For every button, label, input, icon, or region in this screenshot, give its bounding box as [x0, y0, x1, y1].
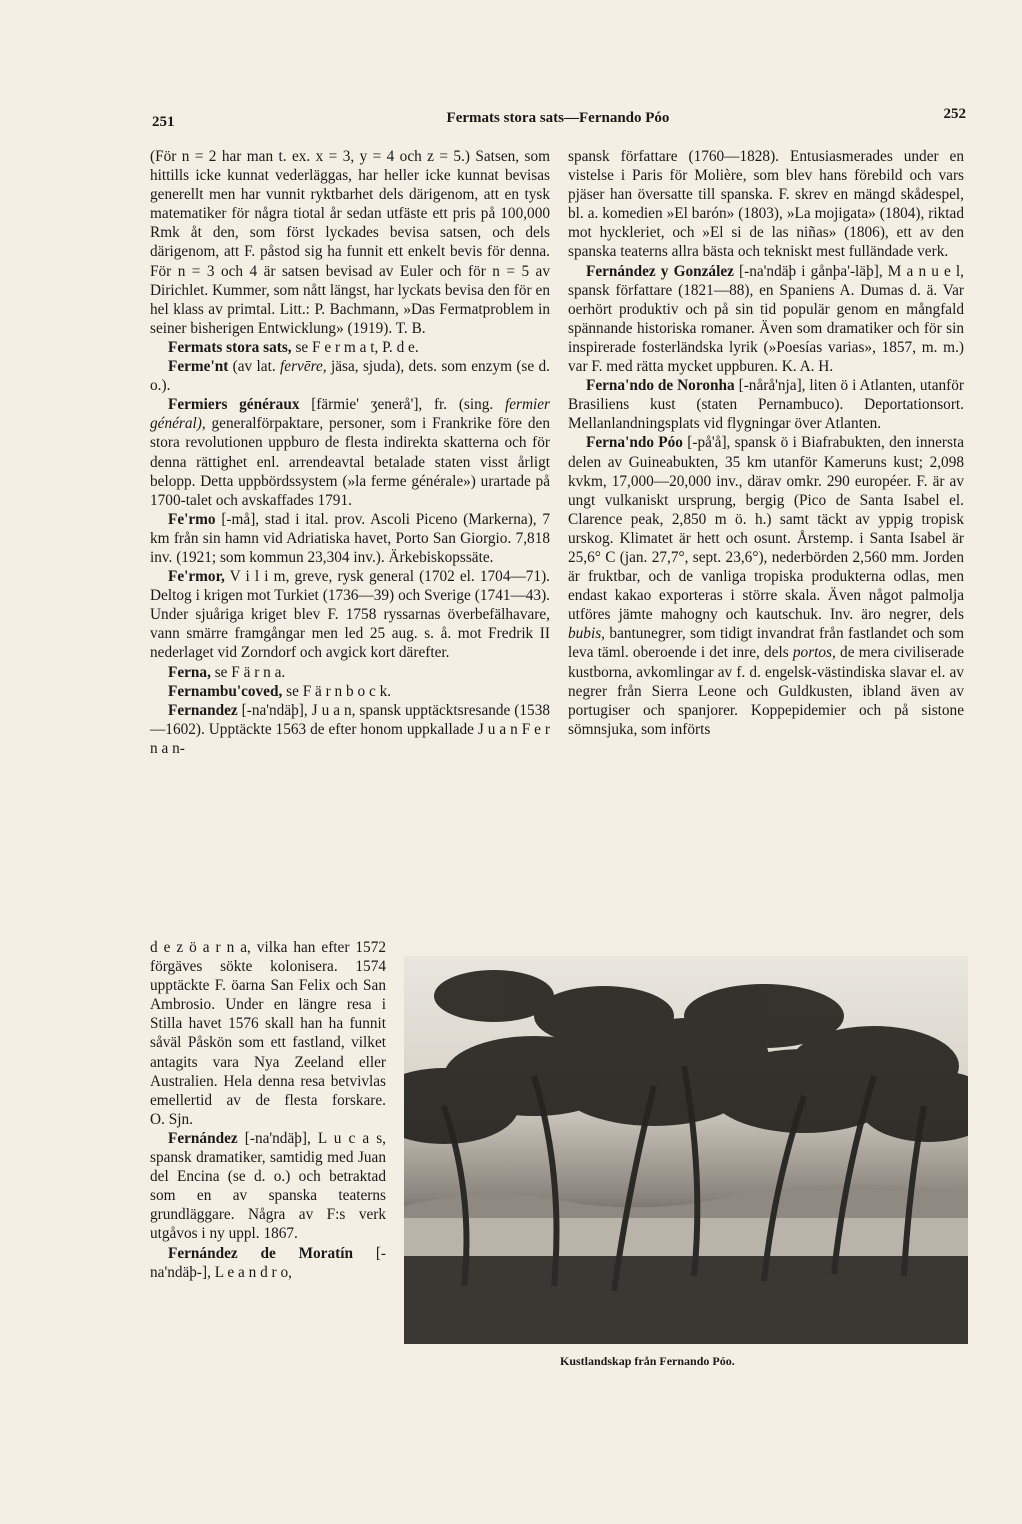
- page-number-right: 252: [943, 106, 966, 122]
- entry-fernandez-lucas: Fernández [-na'ndäþ], L u c a s, spansk dramatiker, samtidig med Juan del Encina (se d. o.) och betraktad som en av spanska teaterns grundläggare. Några av F:s verk utgåvos i ny uppl. 1867.: [150, 1129, 387, 1243]
- running-title: Fermats stora sats—Fernando Póo: [446, 110, 670, 126]
- water-band: [404, 1216, 968, 1256]
- palm-fronds: [404, 970, 968, 1144]
- entry-fermiers-generaux: Fermiers généraux [färmie' ʒenerå'], fr. (sing. fermier général), generalförpaktare, personer, som i Frankrike före den stora revolutionen uppburo de flesta indirekta skatterna och för denna rättighet enl. arrendeavtal betalade staten visst årligt belopp. Detta uppbördssystem (»la ferme générale») urartade på 1700-talet och avskaffades 1791.: [150, 396, 551, 509]
- entry-fermats-stora-sats: Fermats stora sats, se F e r m a t, P. d e.: [168, 338, 419, 356]
- ground: [404, 1256, 968, 1344]
- entry-fernandez-de-moratin: Fernández de Moratín [-na'ndäþ-], L e a n d r o,: [150, 1244, 387, 1281]
- entry-fernandez-y-gonzalez: Fernández y González [-na'ndäþ i gånþa'-läþ], M a n u e l, spansk författare (1821—88), en Spaniens A. Dumas d. ä. Var oerhört produktiv och på sin tid populär genom en mångfald spännande historiska romaner. Även som dramatiker och för sin inspirerade fosterländska lyrik (»Poesías varias», 1857, m. m.) var F. med rätta mycket uppburen. K. A. H.: [568, 262, 964, 376]
- entry-ferment: Ferme'nt (av lat. fervēre, jäsa, sjuda), dets. som enzym (se d. o.).: [150, 358, 550, 395]
- entry-fermo: Fe'rmo [-må], stad i ital. prov. Ascoli Piceno (Markerna), 7 km från sin hamn vid Adriatiska havet, Porto San Giorgio. 7,818 inv. (1921; som kommun 23,304 inv.). Ärkebiskopssäte.: [150, 510, 551, 566]
- entry-fernambucoved: Fernambu'coved, se F ä r n b o c k.: [168, 682, 392, 700]
- page-header: [150, 106, 966, 136]
- coastal-landscape-photo: [404, 956, 968, 1344]
- entry-fermor: Fe'rmor, V i l i m, greve, rysk general (1702 el. 1704—71). Deltog i krigen mot Turkiet (1736—39) och Sverige (1741—43). Under sjuåriga kriget blev F. 1758 ryssarnas överbefälhavare, vann smärre framgångar men led 25 aug. s. å. mot Fredrik II nederlaget vid Zorndorf och avgick kort därefter.: [150, 568, 550, 662]
- distant-shore: [404, 1185, 968, 1218]
- palm-trees-illustration: [404, 956, 968, 1344]
- entry-fermat-continuation: (För n = 2 har man t. ex. x = 3, y = 4 och z = 5.) Satsen, som hittills icke kunnat vederläggas, har heller icke kunnat bevisas generellt men har vunnit ryktbarhet dels därigenom, att en tysk matematiker för några tiotal år sedan utfäste ett pris på 100,000 Rmk åt den, som först lyckades bevisa satsen, och dels därigenom, att F. påstod sig ha funnit ett enkelt bevis för denna. För n = 3 och 4 är satsen bevisad av Euler och för n = 5 av Dirichlet. Kummer, som nått längst, har lyckats bevisa den för en hel klass av primtal. Litt.: P. Bachmann, »Das Fermatproblem in seiner bisherigen Entwicklung» (1919). T. B.: [150, 148, 550, 337]
- photo-caption: Kustlandskap från Fernando Póo.: [560, 1354, 735, 1368]
- left-column-narrow: [150, 938, 386, 1282]
- entry-moratin-continuation: spansk författare (1760—1828). Entusiasmerades under en vistelse i Paris för Molière, som blev hans förebild och vars pjäser han översatte till spanska. F. skrev en mängd skådespel, bl. a. komedien »El barón» (1803), »La mojigata» (1804), riktad mot hyckleriet, och »El si de las niñas» (1806), ett av den spanska teaterns allra bästa och tekniskt mest fulländade verk.: [568, 148, 964, 261]
- entry-fernando-poo: Ferna'ndo Póo [-på'å], spansk ö i Biafrabukten, den innersta delen av Guineabukten, 35 km utanför Kameruns kust; 2,098 kvkm, 17,000—20,000 inv., därav omkr. 290 européer. F. är av ungt vulkaniskt ursprung, bergig (Pico de Santa Isabel el. Clarence peak, 2,850 m ö. h.) samt täckt av yppig tropisk urskog. Klimatet är hett och osunt. Årstemp. i Santa Isabel är 25,6° C (jan. 27,7°, sept. 23,6°), nederbörden 2,560 mm. Jorden är fruktbar, och de vanliga tropiska produkterna odlas, men endast kakao exporteras i större skala. Även något palmolja utföres jämte mahogny och kautschuk. Inv. äro negrer, dels bubis, bantunegrer, som tidigt invandrat från fastlandet och som leva täml. oberoende i det inre, dels portos, de mera civiliserade kustborna, avkomlingar av f. d. engelsk-västindiska slavar el. av negrer från Sierra Leone och Guldkusten, ibland även av portugiser och spanjorer. Koppepidemier och på sistone sömnsjuka, som införts: [568, 434, 964, 738]
- right-column: [568, 147, 964, 739]
- entry-ferna: Ferna, se F ä r n a.: [168, 663, 286, 681]
- entry-fernando-de-noronha: Ferna'ndo de Noronha [-nårå'nja], liten ö i Atlanten, utanför Brasiliens kust (staten Pernambuco). Deportationsort. Mellanlandningsplats vid flygningar över Atlanten.: [568, 377, 965, 433]
- entry-fernandez-juan-cont: d e z ö a r n a, vilka han efter 1572 förgäves sökte kolonisera. 1574 upptäckte F. öarna San Felix och San Ambrosio. Under en längre resa i Stilla havet 1576 skall han ha funnit såväl Påskön som ett fastland, vilket antagits vara Nya Zeeland eller Australien. Hela denna resa betvivlas emellertid av de flesta forskare. O. Sjn.: [150, 939, 386, 1128]
- page-number-left: 251: [152, 114, 175, 130]
- left-column: [150, 147, 550, 758]
- entry-fernandez-juan: Fernandez [-na'ndäþ], J u a n, spansk upptäcktsresande (1538—1602). Upptäckte 1563 de efter honom uppkallade J u a n F e r n a n-: [150, 701, 550, 757]
